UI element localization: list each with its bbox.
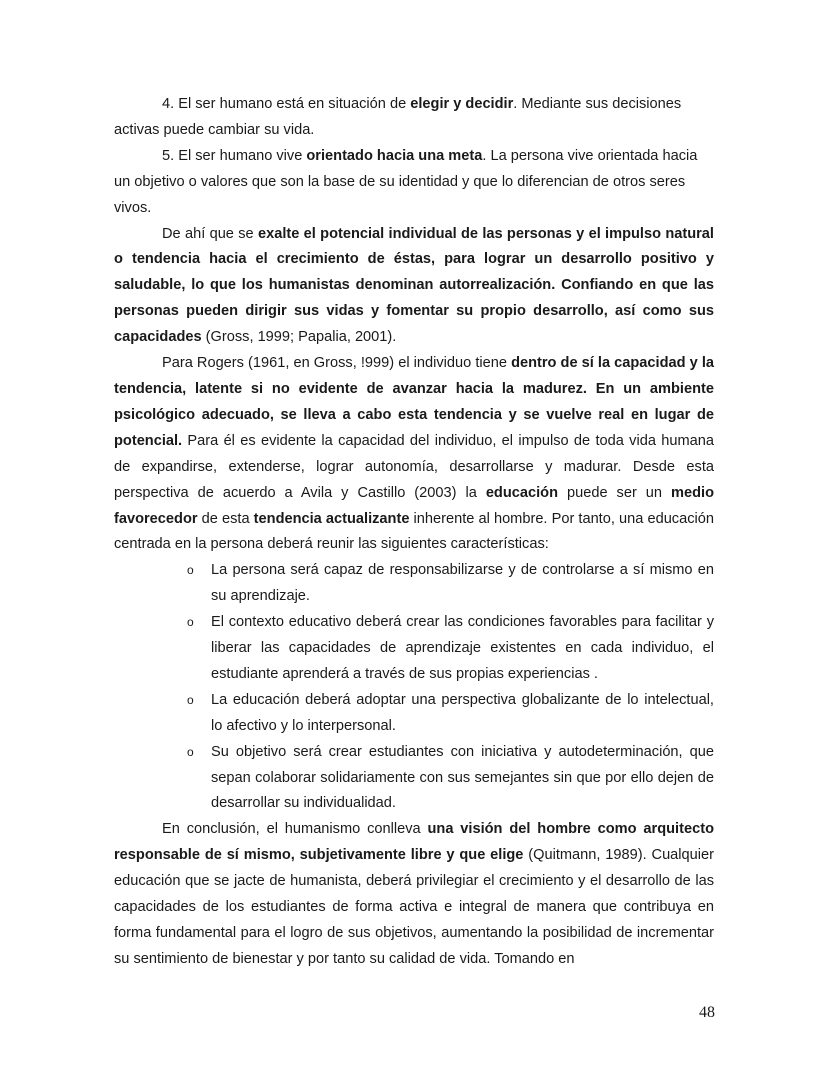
bullet-marker: o	[187, 692, 194, 707]
emphasis-medio-favorecedor: medio favorecedor	[114, 484, 714, 527]
paragraph-conclusion: En conclusión, el humanismo conlleva una visión del hombre como arquitecto responsable de sí mismo, subjetivamente libre y que elige (Quitmann, 1989). Cualquier educación que se jacte de humanista, deberá privilegiar el crecimiento y el desarrollo de las capacidades de los estudiantes de forma activa e integral de manera que contribuya en forma fundamental para el logro de sus objetivos, aumentando la posibilidad de incrementar su sentimiento de bienestar y por tanto su calidad de vida. Tomando en	[114, 821, 714, 967]
bullet-marker: o	[187, 563, 194, 578]
emphasis-potencial-individual: exalte el potencial individual de las personas y el impulso natural o tendencia hacia el crecimiento de éstas, para lograr un desarrollo positivo y saludable, lo que los humanistas denominan autorrealización. Confiando en que las personas pueden dirigir sus vidas y fomentar su propio desarrollo, así como sus capacidades	[114, 225, 714, 346]
paragraph-autorrealizacion: De ahí que se exalte el potencial individual de las personas y el impulso natural o tendencia hacia el crecimiento de éstas, para lograr un desarrollo positivo y saludable, lo que los humanistas denominan autorrealización. Confiando en que las personas pueden dirigir sus vidas y fomentar su propio desarrollo, así como sus capacidades (Gross, 1999; Papalia, 2001).	[114, 225, 714, 346]
list-item: o El contexto educativo deberá crear las condiciones favorables para facilitar y liberar las capacidades de aprendizaje existentes en cada individuo, el estudiante aprenderá a través de sus propias experiencias .	[211, 610, 714, 688]
emphasis-educacion: educación	[485, 484, 558, 501]
page-number: 48	[699, 1004, 715, 1021]
emphasis-vision-hombre: una visión del hombre como arquitecto responsable de sí mismo, subjetivamente libre y que elige	[114, 821, 714, 864]
list-item: o La educación deberá adoptar una perspectiva globalizante de lo intelectual, lo afectivo y lo interpersonal.	[211, 688, 714, 740]
bullet-marker: o	[187, 615, 194, 630]
paragraph-point-4: 4. El ser humano está en situación de elegir y decidir. Mediante sus decisiones activas puede cambiar su vida.	[114, 96, 682, 138]
paragraph-rogers: Para Rogers (1961, en Gross, !999) el individuo tiene dentro de sí la capacidad y la tendencia, latente si no evidente de avanzar hacia la madurez. En un ambiente psicológico adecuado, se lleva a cabo esta tendencia y se vuelve real en lugar de potencial. Para él es evidente la capacidad del individuo, el impulso de toda vida humana de expandirse, extenderse, lograr autonomía, desarrollarse y madurar. Desde esta perspectiva de acuerdo a Avila y Castillo (2003) la educación puede ser un medio favorecedor de esta tendencia actualizante inherente al hombre. Por tanto, una educación centrada en la persona deberá reunir las siguientes características:	[114, 355, 714, 553]
emphasis-elegir-decidir: elegir y decidir	[410, 96, 514, 112]
bullet-marker: o	[187, 744, 194, 759]
emphasis-orientado-meta: orientado hacia una meta	[306, 147, 483, 164]
characteristics-list	[114, 558, 714, 817]
emphasis-capacidad-tendencia: dentro de sí la capacidad y la tendencia, latente si no evidente de avanzar hacia la madurez. En un ambiente psicológico adecuado, se lleva a cabo esta tendencia y se vuelve real en lugar de potencial.	[114, 355, 714, 449]
document-page	[114, 92, 714, 973]
paragraph-point-5: 5. El ser humano vive orientado hacia una meta. La persona vive orientada hacia un objetivo o valores que son la base de su identidad y que lo diferencian de otros seres vivos.	[114, 147, 698, 216]
emphasis-tendencia-actualizante: tendencia actualizante	[253, 510, 410, 527]
list-item: o La persona será capaz de responsabilizarse y de controlarse a sí mismo en su aprendizaje.	[211, 558, 714, 610]
list-item: o Su objetivo será crear estudiantes con iniciativa y autodeterminación, que sepan colaborar solidariamente con sus semejantes sin que por ello dejen de desarrollar su individualidad.	[211, 740, 714, 818]
